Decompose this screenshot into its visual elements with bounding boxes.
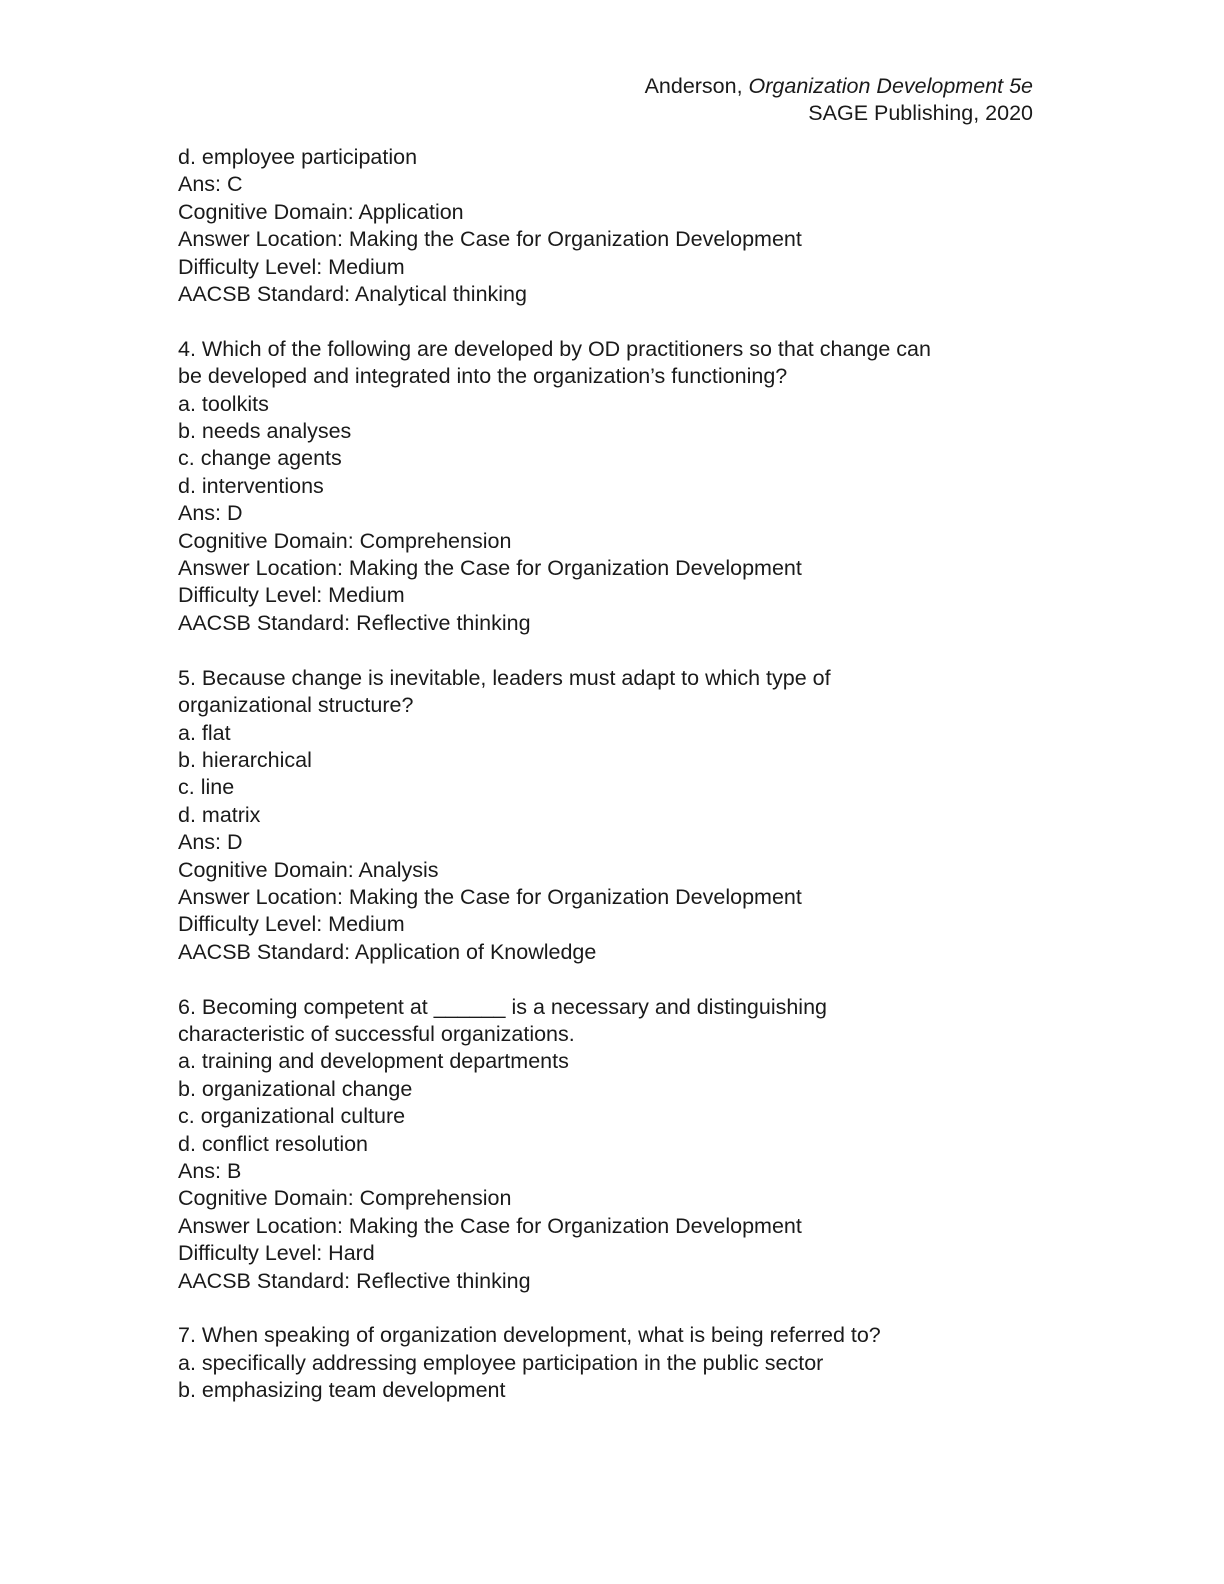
option-c: c. line [178, 775, 235, 800]
option-c: c. organizational culture [178, 1104, 406, 1129]
question-list [178, 144, 1058, 1405]
answer-location: Answer Location: Making the Case for Organization Development [178, 884, 802, 909]
option-b: b. needs analyses [178, 419, 352, 444]
cognitive-domain: Cognitive Domain: Application [178, 199, 464, 224]
page-header [645, 73, 1033, 127]
difficulty-level: Difficulty Level: Medium [178, 912, 405, 937]
cognitive-domain: Cognitive Domain: Comprehension [178, 1186, 512, 1211]
answer-location: Answer Location: Making the Case for Organization Development [178, 1213, 802, 1238]
answer: Ans: D [178, 501, 243, 526]
aacsb-standard: AACSB Standard: Analytical thinking [178, 282, 527, 307]
difficulty-level: Difficulty Level: Hard [178, 1241, 375, 1266]
answer-location: Answer Location: Making the Case for Organization Development [178, 556, 802, 581]
answer: Ans: B [178, 1158, 242, 1183]
question-stem: 5. Because change is inevitable, leaders must adapt to which type of [178, 665, 831, 690]
question-stem: characteristic of successful organizations. [178, 1021, 575, 1046]
question-6 [178, 994, 1058, 1295]
header-author: Anderson, [644, 74, 749, 98]
question-4 [178, 336, 1058, 637]
cognitive-domain: Cognitive Domain: Analysis [178, 857, 439, 882]
answer: Ans: C [178, 172, 243, 197]
option-b: b. hierarchical [178, 747, 312, 772]
header-publisher: SAGE Publishing, 2020 [808, 101, 1033, 125]
answer-location: Answer Location: Making the Case for Organization Development [178, 227, 802, 252]
option-a: a. toolkits [178, 391, 269, 416]
option-a: a. flat [178, 720, 231, 745]
question-7 [178, 1322, 1058, 1404]
option-b: b. organizational change [178, 1076, 413, 1101]
option-a: a. specifically addressing employee participation in the public sector [178, 1350, 824, 1375]
question-stem: organizational structure? [178, 693, 414, 718]
cognitive-domain: Cognitive Domain: Comprehension [178, 528, 512, 553]
question-stem: be developed and integrated into the organization’s functioning? [178, 364, 788, 389]
question-5 [178, 665, 1058, 966]
answer: Ans: D [178, 830, 243, 855]
option-b: b. emphasizing team development [178, 1378, 506, 1403]
aacsb-standard: AACSB Standard: Application of Knowledge [178, 939, 597, 964]
option-d: d. conflict resolution [178, 1131, 369, 1156]
option-d: d. matrix [178, 802, 261, 827]
question-stem: 4. Which of the following are developed by OD practitioners so that change can [178, 336, 931, 361]
question-stem: 7. When speaking of organization development, what is being referred to? [178, 1323, 881, 1348]
question-3-continued [178, 144, 1058, 308]
aacsb-standard: AACSB Standard: Reflective thinking [178, 610, 531, 635]
aacsb-standard: AACSB Standard: Reflective thinking [178, 1268, 531, 1293]
difficulty-level: Difficulty Level: Medium [178, 254, 405, 279]
header-book-title: Organization Development 5e [748, 74, 1033, 98]
header-citation [645, 73, 1033, 100]
difficulty-level: Difficulty Level: Medium [178, 583, 405, 608]
option-c: c. change agents [178, 446, 342, 471]
option-a: a. training and development departments [178, 1049, 569, 1074]
option-d: d. interventions [178, 473, 324, 498]
question-stem: 6. Becoming competent at ______ is a necessary and distinguishing [178, 994, 827, 1019]
option-d: d. employee participation [178, 145, 418, 169]
